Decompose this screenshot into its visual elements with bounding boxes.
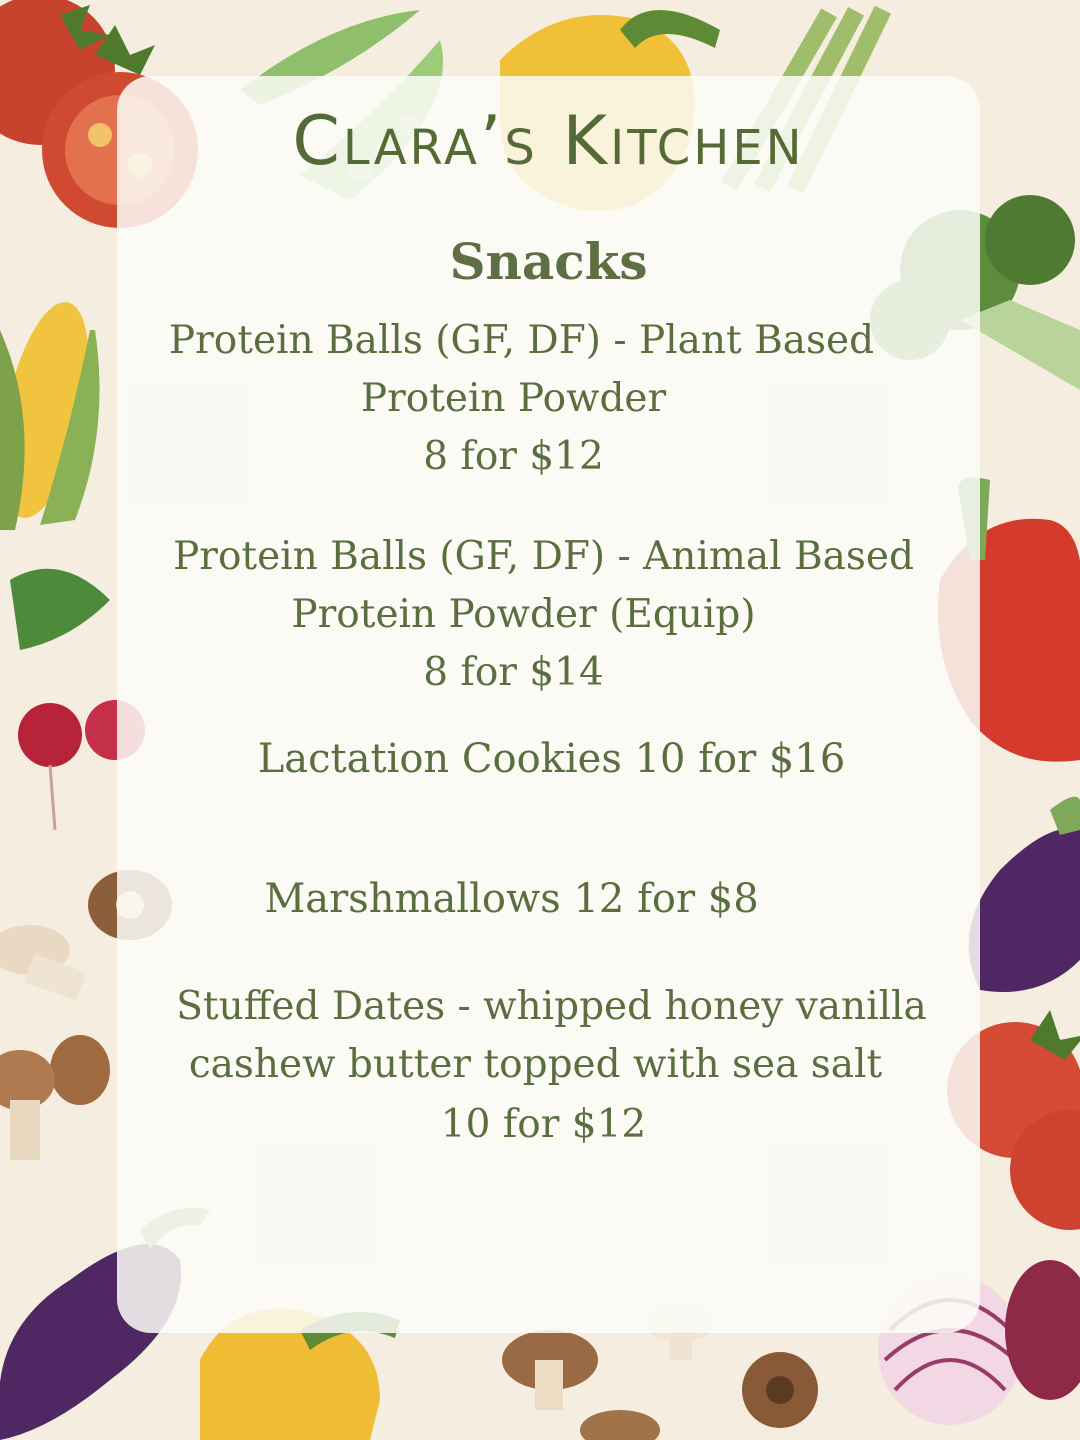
menu-item-line: Stuffed Dates - whipped honey vanilla	[176, 984, 927, 1029]
section-title: Snacks	[449, 232, 648, 291]
menu-item-line: cashew butter topped with sea salt	[188, 1042, 883, 1087]
menu-item-line: Marshmallows 12 for $8	[264, 876, 759, 922]
menu-item-line: Protein Powder (Equip)	[291, 592, 756, 637]
menu-item-line: Protein Balls (GF, DF) - Plant Based	[168, 318, 875, 363]
menu-item-price: 10 for $12	[440, 1102, 647, 1147]
menu-item-line: Protein Powder	[360, 376, 667, 421]
page-title: Clara’s Kitchen	[292, 102, 805, 181]
menu-item-line: Lactation Cookies 10 for $16	[257, 736, 846, 782]
menu-item-line: Protein Balls (GF, DF) - Animal Based	[173, 534, 914, 579]
eggplant-right-icon	[969, 797, 1080, 992]
menu-item-price: 8 for $12	[423, 434, 604, 479]
menu-item-price: 8 for $14	[423, 650, 604, 695]
